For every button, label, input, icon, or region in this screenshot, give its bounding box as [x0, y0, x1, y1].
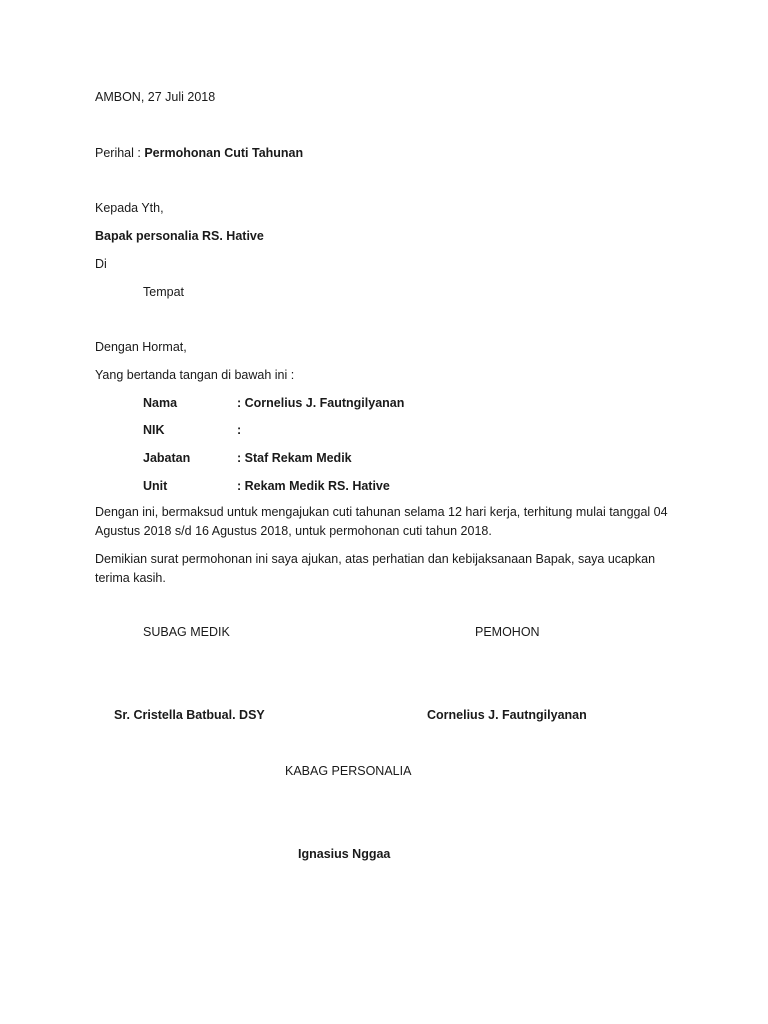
recipient-name: Bapak personalia RS. Hative: [95, 229, 264, 243]
signature-bottom-name: Ignasius Nggaa: [298, 847, 391, 861]
greeting: Dengan Hormat,: [95, 340, 187, 354]
intro-line: Yang bertanda tangan di bawah ini :: [95, 368, 295, 382]
signature-right-name: Cornelius J. Fautngilyanan: [427, 708, 587, 722]
place-date: AMBON, 27 Juli 2018: [95, 90, 216, 104]
subject-line: [95, 145, 303, 161]
body-paragraph-2: Demikian surat permohonan ini saya ajukan, atas perhatian dan kebijaksanaan Bapak, saya ucapkan terima kasih.: [95, 552, 656, 585]
signature-left-name: Sr. Cristella Batbual. DSY: [114, 708, 265, 722]
subject-label: Perihal :: [95, 146, 141, 160]
field-value-nik: :: [237, 423, 242, 437]
field-value-jabatan: : Staf Rekam Medik: [237, 451, 352, 465]
field-label-jabatan: Jabatan: [143, 451, 191, 465]
field-value-nama: : Cornelius J. Fautngilyanan: [237, 396, 405, 410]
signature-right-title: PEMOHON: [475, 625, 540, 639]
field-label-unit: Unit: [143, 479, 168, 493]
body-paragraph-1: Dengan ini, bermaksud untuk mengajukan cuti tahunan selama 12 hari kerja, terhitung mulai tanggal 04 Agustus 2018 s/d 16 Agustus 2018, untuk permohonan cuti tahun 2018.: [95, 505, 668, 538]
recipient-di: Di: [95, 257, 107, 271]
field-label-nik: NIK: [143, 423, 165, 437]
subject-value: Permohonan Cuti Tahunan: [144, 146, 304, 160]
recipient-tempat: Tempat: [143, 285, 184, 299]
recipient-salutation: Kepada Yth,: [95, 201, 164, 215]
field-label-nama: Nama: [143, 396, 178, 410]
field-value-unit: : Rekam Medik RS. Hative: [237, 479, 390, 493]
signature-bottom-title: KABAG PERSONALIA: [285, 764, 412, 778]
signature-left-title: SUBAG MEDIK: [143, 625, 230, 639]
